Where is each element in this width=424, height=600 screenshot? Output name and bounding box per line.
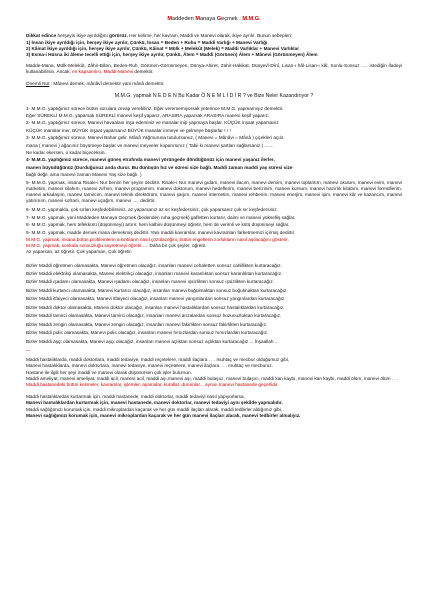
bizler-item: Bizler Maddi doktor olamasakta, Manevi doktor olacağız, insanları manevi hastalıklardan sonsuz hastalıklardan kurtaracağız. [26, 304, 285, 310]
red-note-tail: Daha bir çok şeyler, öğretir. [148, 243, 207, 249]
intro-text-bold: görürüz. [109, 33, 128, 39]
bizler-item: Bizler Maddi zengin olamasakta, Manevi zengin olacağız, insanları manevi fakirlikten sonsuz fakirlikten kurtaracağız. [26, 321, 268, 327]
hasta-line: Manevi hastalıklarda, manevi doktorlara, manevi tedaviye, manevi reçetelere, manevi ilaçlara . . . muhtaç ve mecburuz. [26, 363, 273, 369]
dots-separator: ... [26, 347, 30, 353]
red-note-section [26, 237, 402, 256]
point-item: Ne kadar ekersen, o kadar biçeceksin. [26, 150, 106, 155]
red-note-line: Az yaparsan, az öğretir. Çok yaparsan, Çok öğretir. [26, 249, 133, 255]
terms-text: Madde-Mana, Mülk-Melekût, Zâhir-Bâtın, Beden-Ruh, Görünen-Görünmeyen, Dünya-Ahiret, Zahir-Hakikat, Dünyevî-Dînî, Lisan-ı hâl-Lisan-ı kâl, Sonlu-Sonsuz ..... istediğin ifadeyi kullanabilirsin. Ancak, [26, 63, 402, 75]
hasta-line: Maddi ameliyat, manevi ameliyat, maddi acil, manevi acil, maddi aşı,manevi aşı, maddi bulaşıcı, manevi bulaşıcı, maddi kan kaybı, manevi kan kaybı, maddi ölüm, manevi ölüm . . . [26, 375, 399, 381]
red-note-line: M.M.G. yapmak, sonluda sonsuzluğu seyretmeyi öğretir .... [26, 243, 149, 249]
point-item: 5- M.M.G. yapmak, insana Risale-i Nur benim her şeyim dedirtir. Risale-i Nur manevi gıdam, manevi ilacım, manevi dersim, manevi toplantım, manevi okulum, manevi evim, manevi marketim, manevi silahım, manevi zırhım, manevi programım, manevi doktorum, manevi hedeflerim, manevi benzinim, manevi kursum, manevi hazırlık kitabım, manevi formüllerim, manevi arkadaşım, manevi tamircim, manevi teknik direktörüm, manevi şarjım, manevi internetim, manevi rehberim, manevi enerjim, manevi işim, manevi kâr ve kazancım, manevi yatırımım, manevi sofram, manevi uçağım, manevi ..... dedirtir. [26, 179, 402, 204]
point-item: 3- M.M.G. yaptığımız sürece, Manevi Bahar gelir. Mânâ Yağmuruna tutulursunuz, ( Manevi = Mânâvi = Mânâ ) çiçekleri açılır, [26, 135, 285, 141]
terms-paragraph [26, 63, 402, 75]
intro-text: herşeyin ikiye ayrıldığını [56, 33, 110, 39]
bizler-item: Bizler Maddi elektrikçi olamasakta, Manevi elektrikçi olacağız, insanları manevi karanlıktan sonsuz karanlıktan kurtaracağız. [26, 271, 283, 277]
point-item: Eğer SÜREKLİ M.M.G. yaparsak SÜREKLİ manevi keşif yaparız, ARASIRA yaparsak ARASIRA manevi keşif yaparız. [26, 113, 270, 119]
hasta-line: Hastane ile ilgili her şeyi maddi ve manevi olarak düşünürsen çok işler bulursun. [26, 369, 192, 375]
terms-tail: demektir. [133, 69, 154, 75]
section-question: M.M.G. yapmak N E D E N Bu Kadar Ö N E M L İ D İ R ? ve Bize Neler Kazandırıyor ? [114, 92, 314, 99]
point-item: 8- M.M.G. yapmak, hem tefekkürü (düşünmeyi) artırır, hem kalbini düşünmeyi öğretir, hem de verimli ve kütü düşünmeyi sağlar. [26, 222, 290, 228]
final-section [26, 394, 402, 419]
final-line: Maddi hastalıklardan kurtarmak için, maddi hastanede, maddi doktorlar, maddi tedaviyi nasıl yapıyorlarsa, [26, 394, 245, 400]
point-item: 7- M.M.G. yapmak, yani Maddeden Manaya Geçmek (bedenden ruha geçmek) gafletten kurtarır, daimi ve manevi yükselliş sağlar. [26, 214, 296, 220]
terms-highlight: en kapsamlısı, Maddi-Manevi [72, 69, 134, 75]
final-line: Manevi sağlığımızı korumak için, manevi mikroplardan kaçarak ve her gün manevi ilaçları alarak, manevi tedbirler almalıyız. [26, 412, 301, 418]
intro-reason-1: 1) İnsan ikiye ayrıldığı için, herşey ikiye ayrılır, Çünkü, İnsan = Beden + Ruhu = Maddi Varlığı + Manevi Varlığı [26, 39, 268, 45]
red-note-line: M.M.G. yapmak, insana bütün problemlerin sıkıntıların nasıl çözülaceğini, bütün engellerin zorlukların nasıl aşılacağını gösterir. [26, 236, 289, 242]
point-item: mana ( manevi ) ağacınız büyümeye başlar ve manevi meyveler koparırsınız ( Tabii ki manevi şartları sağlarsanız ) ....... [26, 142, 274, 148]
point-item: 1- M.M.G. yaptığımız sürece bütün sorulara cevap verebiliriz. Eğer verememiyorsak yeterince M.M.G. yapmamışız demektir. [26, 105, 284, 111]
point-item: bağlı değil, ama manevi zaman Manevi Yaş size bağlı. ) [26, 172, 142, 178]
title-word: eçmek : [221, 16, 243, 22]
final-line: Manevi hastalıklardan kurtarmak için, manevi hastanede, manevi doktorlar, manevi tedaviyi aynı şekilde yapmalıdır. [26, 400, 283, 406]
hasta-line: Maddi hastalıklarda, maddi doktorlara, maddi tedaviye, maddi reçetelere, maddi ilaçlara . . . muhtaç ve mecbur olduğumuz gibi, [26, 357, 290, 363]
title-tail: M.M.G. [242, 16, 261, 22]
final-line: Maddi sağlığımızı korumak için, maddi mikroplardan kaçarak ve her gün maddi ilaçları alarak, maddi tedbirler aldığımız gibi, [26, 406, 283, 412]
bizler-item: Bizler Maddi ışadamı olamasakta, Manevi ışadamı olacağız, insanları manevi ışsizlikten sonsuz ışsizlikten kurtaracağız. [26, 279, 275, 285]
title-word: addeden [172, 16, 196, 22]
intro-section [26, 33, 402, 58]
point-item: 9- M.M.G. yapmak, madde demek mana demekmiş dedirtir. Yani maddi kavramlar, manevi kavramları farketmemizi içirmiş dedirtir. [26, 229, 296, 235]
bizler-list [26, 262, 402, 346]
title-letter: M [167, 16, 172, 22]
important-note [26, 81, 402, 87]
bizler-item: Bizler Maddi aşçı olamasakta, Manevi aşçı olacağız, insanları manevi açlıktan sonsuz açlıktan kurtaracağız ... İnşaallah ... [26, 338, 279, 344]
intro-lead: Dikkat edince [26, 33, 57, 39]
point-item: 6- M.M.G. yapmakla, çok sırları keşfedebilirsiniz, az yaparsanız az sır keşfedersiniz, çok yaparsanız çok sır keşfedersiniz. [26, 207, 278, 213]
point-item: 2- M.M.G. yaptığımız sürece, Manevi havaalanı inşa edersiniz ve manalar inip yapmaya başlar. KÜÇÜK inşaat yaparsanız [26, 120, 279, 126]
page-title [26, 16, 402, 23]
bizler-item: Bizler Maddi kurtarıcı olamasakta, Manevi kurtarıcı olacağız, insanları manevi boğulmaktan sonsuz boğulmaktan kurtaracağız. [26, 287, 288, 293]
bizler-item: Bizler Maddi polis olamasakta, Manevi polis olacağız, insanları manevi hırsızlardan sonsuz hırsızlardan kurtaracağız. [26, 330, 269, 336]
note-label: Önemli Not [26, 80, 50, 86]
point-item: 4- M.M.G. yaptığımız sürece, manevi güneş etrafında manevi yörüngede döndüğünüz için manevi yaşanız ilerler, [26, 157, 275, 163]
hasta-section [26, 357, 402, 388]
intro-reason-2: 2) Kâinat ikiye ayrıldığı için, herşey ikiye ayrılır, Çünkü, Kâinat = Mülk + Melekût (Melek) = Maddi Varlıklar + Manevi Varlıklar [26, 45, 300, 51]
note-text: : Mânevi demek, mânâvî demektir yani mânâ demektir. [49, 80, 165, 86]
bizler-item: Bizler Maddi itfaiyeci olamasakta, Manevi itfaiyeci olacağız, insanları manevi yangınlardan sonsuz yangınlardan kurtaracağız. [26, 296, 286, 302]
point-item: manen büyüdüğünüz (Durduğunuz anda durur. Bu dünüşün hız ve süresi size bağlı. Maddi zaman maddi yaş süresi size [26, 164, 293, 170]
points-list [26, 106, 402, 236]
title-letter: G [216, 16, 222, 22]
point-item: KÜÇÜK manalar iner, BÜYÜK inşaat yaparsanız BÜYÜK manalar inmeye ve gelmeye başlarlar ! ! ! [26, 127, 231, 133]
intro-reason-3: 3) Esma-i Hüsna iki âleme tecelli ettiği için, herşey ikiye ayrılır, Çünkü, Âlem = Maddi (Görünen) Âlem + Mânevi (Görünmeyen) Âlem [26, 51, 318, 57]
intro-text-rest: Her kelime, her kavram, Maddi ve Manevi olarak, ikiye ayrılır. Bunun sebepleri: [127, 33, 293, 39]
title-letter: M [195, 16, 201, 22]
bizler-item: Bizler Maddi tamirci olamasakta, Manevi tamirci olacağız, insanları manevi arızalardan sonsuz hozunuzluktan kurtaracağız. [26, 313, 282, 319]
hasta-line-red: Maddi hastanedeki bütün kelimeler, kavramlar, işlemler, aşamalar, kurallar, durumlar... aynısı manevi hastanede geçerlidir. [26, 382, 279, 388]
bizler-item: Bizler Maddi öğretmen olamasakta, Manevi öğretmen olacağız, insanları manevi cehaletten sonsuz cahillikten kurtaracağız. [26, 262, 282, 268]
title-word: anaya [200, 16, 217, 22]
